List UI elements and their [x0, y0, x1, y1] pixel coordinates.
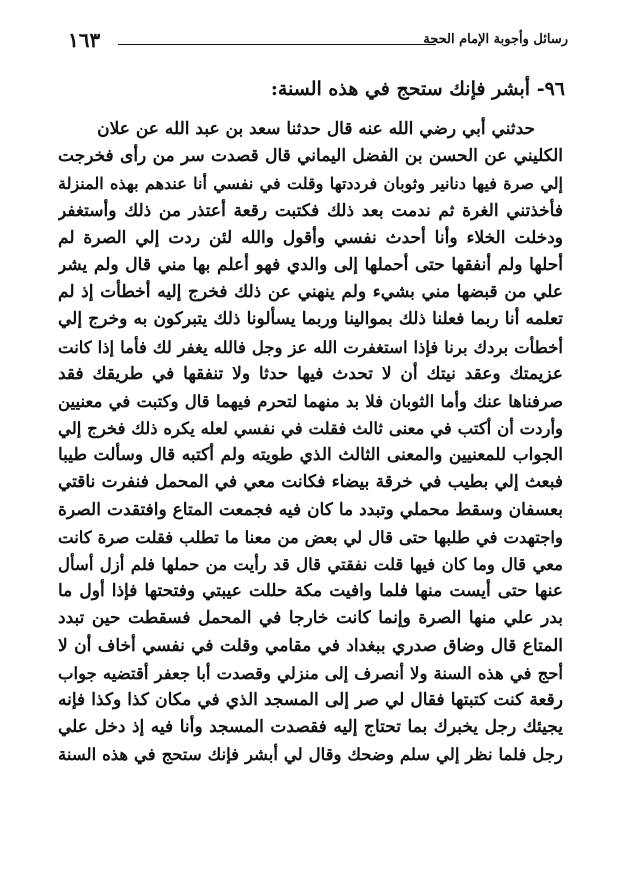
text-line: صرفناها عنك وأما الثوبان فلا بد منهما لتحرم فيهما قال وكتبت في معنيين	[58, 391, 563, 411]
text-line: رقعة كنت كتبتها فقال لي صر إلى المسجد الذي في مكان كذا وكذا فإنه	[58, 689, 563, 710]
text-line: واجتهدت في طلبها حتى قال لي بعض من معنا ما تطلب فقلت صرة كانت	[58, 527, 563, 547]
text-line: فأخذتني الغرة ثم ندمت بعد ذلك فكتبت رقعة أعتذر من ذلك وأستغفر	[58, 200, 563, 221]
text-line: بدر علي منها الصرة وإنما كانت خارجا في المحمل فسقطت حين تبدد	[58, 608, 563, 629]
text-line: المتاع قال وضاق صدري ببغداد في مقامي وقلت في نفسي أخاف أن لا	[58, 635, 563, 656]
running-header	[68, 28, 568, 56]
text-line: إلي صرة فيها دنانير وثوبان فرددتها وقلت في نفسي أنا عندهم بهذه المنزلة	[58, 174, 563, 194]
text-line: وأردت أن أكتب في معنى ثالث فقلت في نفسي لعله يكره ذلك فخرج إلي	[58, 419, 563, 439]
header-rule	[118, 44, 436, 45]
text-line: رجل فلما نظر إلي سلم وضحك وقال لي أبشر فإنك ستحج في هذه السنة	[58, 745, 563, 765]
text-line: بعسفان وسقط محملي وتبدد ما كان فيه فجمعت المتاع وافتقدت الصرة	[58, 499, 563, 520]
text-line: تعلمه أنا ربما فعلنا ذلك بموالينا وربما يسألونا ذلك يتبركون به وخرج إلي	[58, 309, 563, 330]
text-line: أحلها ولم أنفقها حتى أحملها إلى والدي فهو أعلم بها مني قال ولم يشر	[58, 254, 563, 275]
text-line: ودخلت الخلاء وأنا أحدث نفسي وأقول والله لئن ردت إلي الصرة لم	[58, 227, 563, 248]
book-title: رسائل وأجوبة الإمام الحجة	[423, 32, 568, 47]
text-line: الجواب للمعنيين والمعنى الثالث الذي طويته ولم أكتبه قال وسألت طيبا	[58, 445, 563, 466]
section-heading: ٩٦- أبشر فإنك ستحج في هذه السنة:	[270, 78, 565, 100]
text-line: الكليني عن الحسن بن الفضل اليماني قال قصدت سر من رأى فخرجت	[58, 146, 563, 167]
text-line: أحج في هذه السنة ولا أنصرف إلى منزلي وقصدت أبا جعفر أقتضيه جواب	[58, 663, 563, 683]
text-line: أخطأت بردك برنا فإذا استغفرت الله عز وجل فالله يغفر لك فأما إذا كانت	[58, 337, 563, 357]
text-line: علي من قبضها مني بشيء ولم ينهني عن ذلك فخرج إليه أخطأت إذ لم	[58, 282, 563, 303]
text-line: يجيئك رجل يخبرك بما تحتاج إليه فقصدت المسجد وأنا فيه إذ دخل علي	[58, 717, 563, 738]
text-line: معي قال وما كان فيها قلت نفقتي قال قد رأيت من حملها فلم أزل أسأل	[58, 555, 563, 574]
text-line: فبعث إلي بطيب في خرقة بيضاء فكانت معي في المحمل فنفرت ناقتي	[58, 472, 563, 493]
body-text	[58, 116, 563, 769]
text-line: حدثني أبي رضي الله عنه قال حدثنا سعد بن عبد الله عن علان	[97, 119, 535, 139]
page-number: ١٦٣	[68, 28, 101, 52]
text-line: عزيمتك وعقد نيتك أن لا تحدث فيها حدثا ولا تنفقها في طريقك فقد	[58, 363, 563, 384]
text-line: عنها حتى أيست منها فلما وافيت مكة حللت عيبتي وفتحتها فإذا أول ما	[58, 581, 563, 602]
